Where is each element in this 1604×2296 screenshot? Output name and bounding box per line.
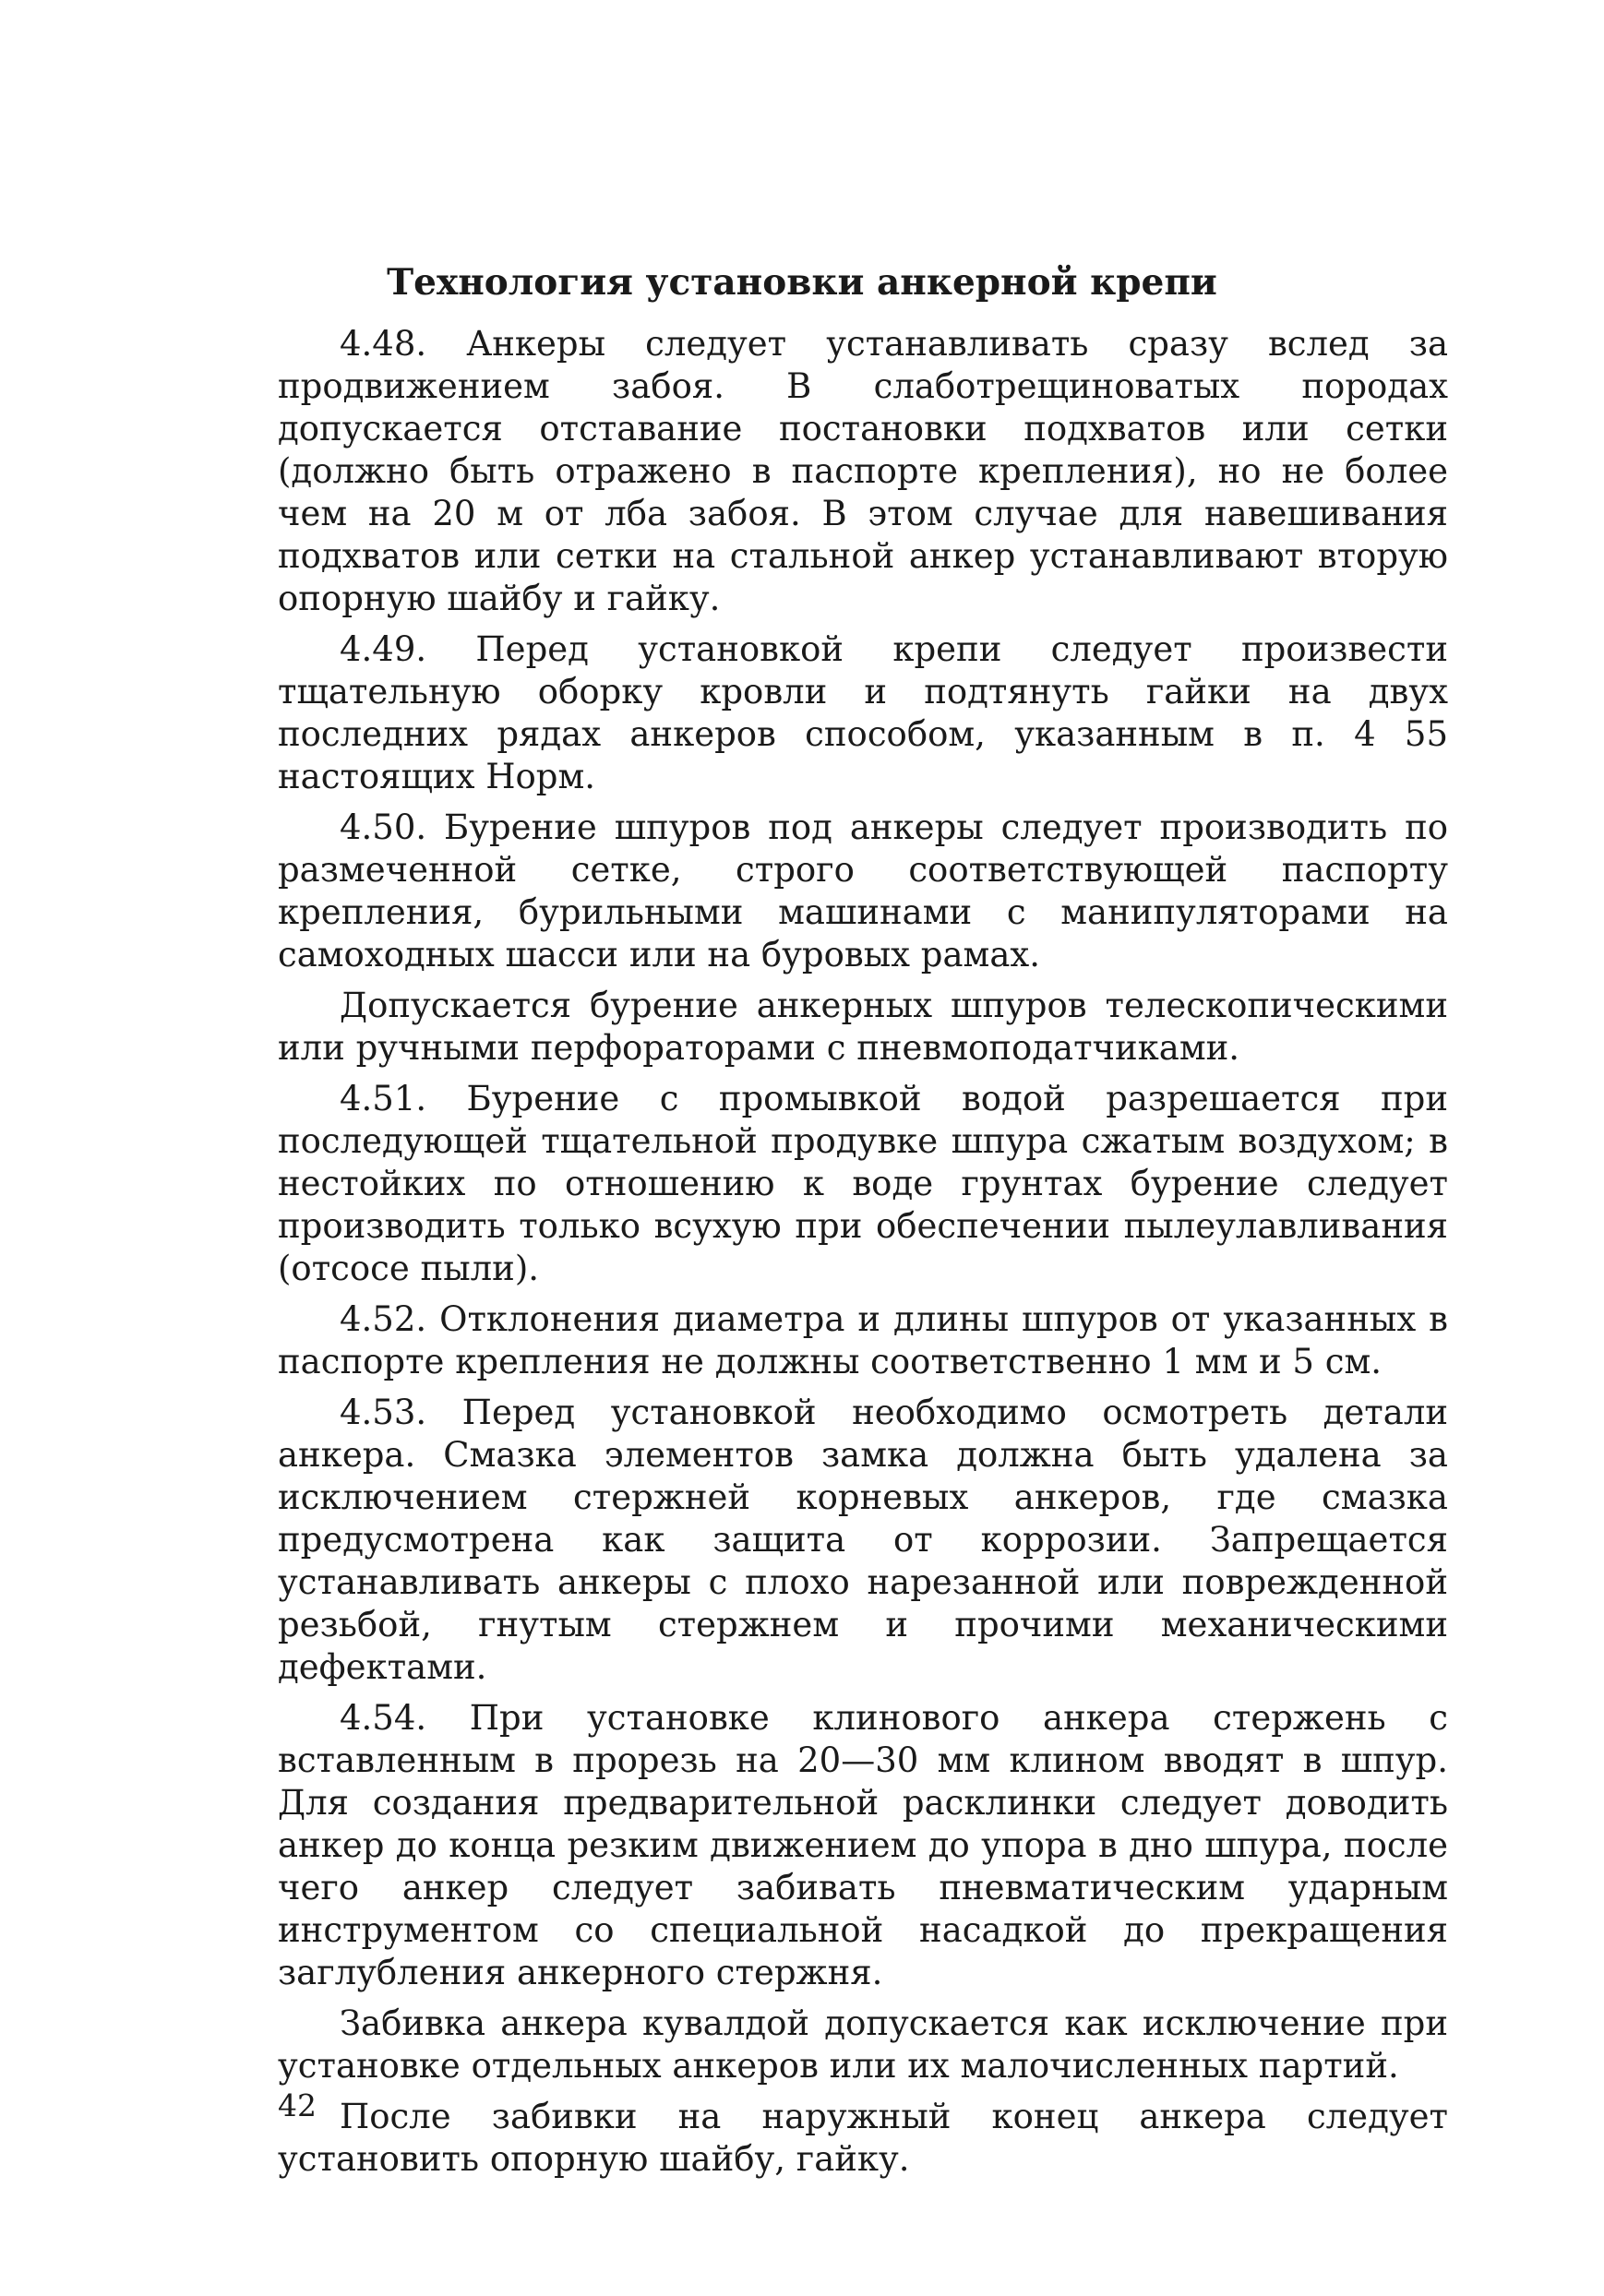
paragraph-4-54-washer: После забивки на наружный конец анкера следует установить опорную шайбу, гайку. [278,2097,1448,2179]
page-number: 42 [278,2087,317,2123]
section-heading: Технология установки анкерной крепи [387,261,1217,304]
body-text [278,323,1448,2181]
paragraph-4-53: 4.53. Перед установкой необходимо осмотреть детали анкера. Смазка элементов замка должна быть удалена за исключением стержней корневых анкеров, где смазка предусмотрена как защита от коррозии. Запрещается устанавливать анкеры с плохо нарезанной или поврежденной резьбой, гнутым стержнем и прочими механическими дефектами. [278,1393,1448,1687]
paragraph-4-51: 4.51. Бурение с промывкой водой разрешается при последующей тщательной продувке шпура сжатым воздухом; в нестойких по отношению к воде грунтах бурение следует производить только всухую при обеспечении пылеулавливания (отсосе пыли). [278,1079,1448,1288]
paragraph-4-54: 4.54. При установке клинового анкера стержень с вставленным в прорезь на 20—30 мм клином вводят в шпур. Для создания предварительной расклинки следует доводить анкер до конца резким движением до упора в дно шпура, после чего анкер следует забивать пневматическим ударным инструментом со специальной насадкой до прекращения заглубления анкерного стержня. [278,1698,1448,1992]
paragraph-4-50: 4.50. Бурение шпуров под анкеры следует производить по размеченной сетке, строго соответствующей паспорту крепления, бурильными машинами с манипуляторами на самоходных шасси или на буровых рамах. [278,807,1448,975]
paragraph-4-52: 4.52. Отклонения диаметра и длины шпуров от указанных в паспорте крепления не должны соответственно 1 мм и 5 см. [278,1299,1448,1381]
paragraph-4-50-continued: Допускается бурение анкерных шпуров телескопическими или ручными перфораторами с пневмоподатчиками. [278,986,1448,1068]
paragraph-4-54-sledgehammer: Забивка анкера кувалдой допускается как исключение при установке отдельных анкеров или их малочисленных партий. [278,2003,1448,2086]
paragraph-4-48: 4.48. Анкеры следует устанавливать сразу вслед за продвижением забоя. В слаботрещиноватых породах допускается отставание постановки подхватов или сетки (должно быть отражено в паспорте крепления), но не более чем на 20 м от лба забоя. В этом случае для навешивания подхватов или сетки на стальной анкер устанавливают вторую опорную шайбу и гайку. [278,324,1448,618]
paragraph-4-49: 4.49. Перед установкой крепи следует произвести тщательную оборку кровли и подтянуть гайки на двух последних рядах анкеров способом, указанным в п. 4 55 настоящих Норм. [278,629,1448,796]
